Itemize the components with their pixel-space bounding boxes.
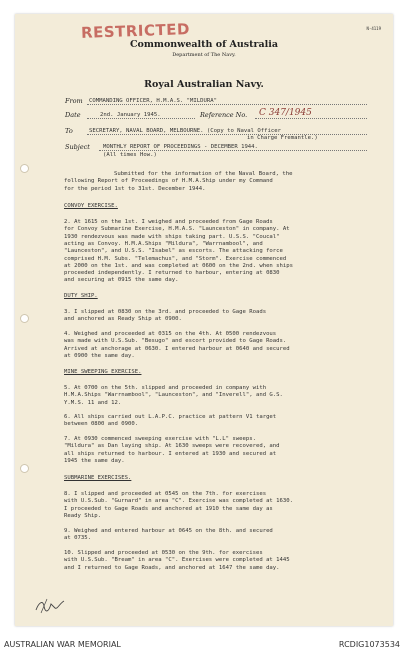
- to-line: [87, 134, 367, 135]
- paragraph-line: I proceeded to Gage Roads and anchored at 1910 the same day as: [64, 505, 273, 512]
- document-page: [15, 14, 393, 626]
- punch-hole-icon: [20, 314, 29, 323]
- from-label: From: [65, 97, 83, 105]
- paragraph-line: 5. At 0700 on the 5th. slipped and proceeded in company with: [64, 385, 267, 391]
- reference-line: [255, 118, 367, 119]
- letterhead-department: Department of The Navy.: [172, 52, 236, 58]
- paragraph-line: 9. Weighed and entered harbour at 0645 on the 8th. and secured: [64, 528, 273, 534]
- paragraph-line: 3. I slipped at 0830 on the 3rd. and proceeded to Gage Roads: [64, 309, 267, 315]
- section-heading-convoy: CONVOY EXERCISE.: [64, 203, 118, 209]
- paragraph-line: 2. At 1615 on the 1st. I weighed and proceeded from Gage Roads: [64, 219, 273, 225]
- subject-value-continued: (All times How.): [103, 152, 157, 158]
- paragraph-line: at 0900 the same day.: [64, 352, 135, 359]
- subject-label: Subject: [65, 143, 90, 151]
- letterhead-navy: Royal Australian Navy.: [144, 79, 264, 90]
- paragraph-line: "Launceston", and U.S.S. "Isabel" as escorts. The attacking force: [64, 248, 283, 255]
- paragraph-line: "Mildura" as Dan laying ship. At 1630 sweeps were recovered, and: [64, 443, 280, 450]
- punch-hole-icon: [20, 464, 29, 473]
- paragraph-line: all ships returned to harbour. I entered at 1930 and secured at: [64, 450, 277, 457]
- paragraph-line: Y.M.S. 11 and 12.: [64, 399, 122, 406]
- date-value: 2nd. January 1945.: [100, 112, 161, 118]
- paragraph-line: for Convoy Submarine Exercise, H.M.A.S. "Launceston" in company. At: [64, 226, 290, 233]
- paragraph-line: 1945 the same day.: [64, 457, 125, 464]
- paragraph-line: comprised H.M. Subs. "Telemachus", and "Storm". Exercise commenced: [64, 255, 287, 262]
- paragraph-line: with U.S.Sub. "Bream" in area "C". Exercises were completed at 1445: [64, 557, 290, 564]
- paragraph-line: 8. I slipped and proceeded at 0545 on the 7th. for exercises: [64, 491, 267, 497]
- archive-credit: AUSTRALIAN WAR MEMORIAL: [4, 640, 121, 649]
- paragraph-line: and anchored as Ready Ship at 0900.: [64, 316, 182, 323]
- paragraph-line: and securing at 0915 the same day.: [64, 277, 179, 284]
- paragraph-line: 7. At 0930 commenced sweeping exercise with "L.L" sweeps.: [64, 436, 256, 442]
- paragraph-line: was made with U.S.Sub. "Besugo" and escort provided to Gage Roads.: [64, 338, 287, 345]
- section-heading-submarine: SUBMARINE EXERCISES.: [64, 475, 132, 481]
- intro-line: Submitted for the information of the Naval Board, the: [114, 171, 293, 177]
- paragraph-line: H.M.A.Ships "Warrnambool", "Launceston", and "Inverell", and G.S.: [64, 392, 283, 399]
- reference-value: C 347/1945: [259, 108, 312, 118]
- paragraph-line: and I returned to Gage Roads, and anchored at 1647 the same day.: [64, 564, 280, 571]
- form-number: N-4119: [366, 26, 381, 31]
- intro-line: for the period 1st to 31st. December 1944.: [64, 185, 206, 192]
- handwritten-initials: [33, 594, 67, 616]
- section-heading-mine: MINE SWEEPING EXERCISE.: [64, 369, 142, 375]
- paragraph-line: 10. Slipped and proceeded at 0530 on the 9th. for exercises: [64, 550, 263, 556]
- section-heading-duty: DUTY SHIP.: [64, 293, 98, 299]
- archive-id: RCDIG1073534: [338, 640, 400, 649]
- paragraph-line: Arrived at anchorage at 0630. I entered harbour at 0640 and secured: [64, 345, 290, 352]
- restricted-stamp: RESTRICTED: [80, 20, 191, 42]
- paragraph-line: proceeded independently. I returned to harbour, entering at 0830: [64, 270, 280, 277]
- letterhead-title: Commonwealth of Australia: [129, 39, 279, 50]
- paragraph-line: 6. All ships carried out L.A.P.C. practice at pattern V1 target: [64, 414, 277, 420]
- paragraph-line: 4. Weighed and proceeded at 0315 on the 4th. At 0500 rendezvous: [64, 331, 277, 337]
- to-value-continued: in Charge Fremantle.): [247, 135, 318, 141]
- date-line: [87, 118, 195, 119]
- paragraph-line: with U.S.Sub. "Gurnard" in area "C". Exercise was completed at 1630.: [64, 498, 294, 505]
- intro-line: following Report of Proceedings of H.M.A.Ship under my Command: [64, 178, 273, 185]
- paragraph-line: between 0800 and 0900.: [64, 421, 139, 428]
- to-value: SECRETARY, NAVAL BOARD, MELBOURNE. (Copy to Naval Officer: [89, 128, 281, 134]
- paragraph-line: acting as Convoy. H.M.A.Ships "Mildura", "Warrnambool", and: [64, 240, 263, 247]
- to-label: To: [65, 127, 73, 135]
- paragraph-line: 1930 rendezvous was made with ships taking part. U.S.S. "Coucal": [64, 233, 280, 240]
- paragraph-line: at 0735.: [64, 535, 91, 542]
- date-label: Date: [65, 111, 81, 119]
- reference-label: Reference No.: [200, 111, 248, 119]
- from-value: COMMANDING OFFICER, H.M.A.S. "MILDURA": [89, 98, 217, 104]
- paragraph-line: at 2000 on the 1st. and was completed at 0600 on the 2nd. when ships: [64, 262, 294, 269]
- paragraph-line: Ready Ship.: [64, 512, 102, 519]
- subject-line: [99, 150, 367, 151]
- from-line: [87, 104, 367, 105]
- subject-value: MONTHLY REPORT OF PROCEEDINGS - DECEMBER 1944.: [103, 144, 258, 150]
- punch-hole-icon: [20, 164, 29, 173]
